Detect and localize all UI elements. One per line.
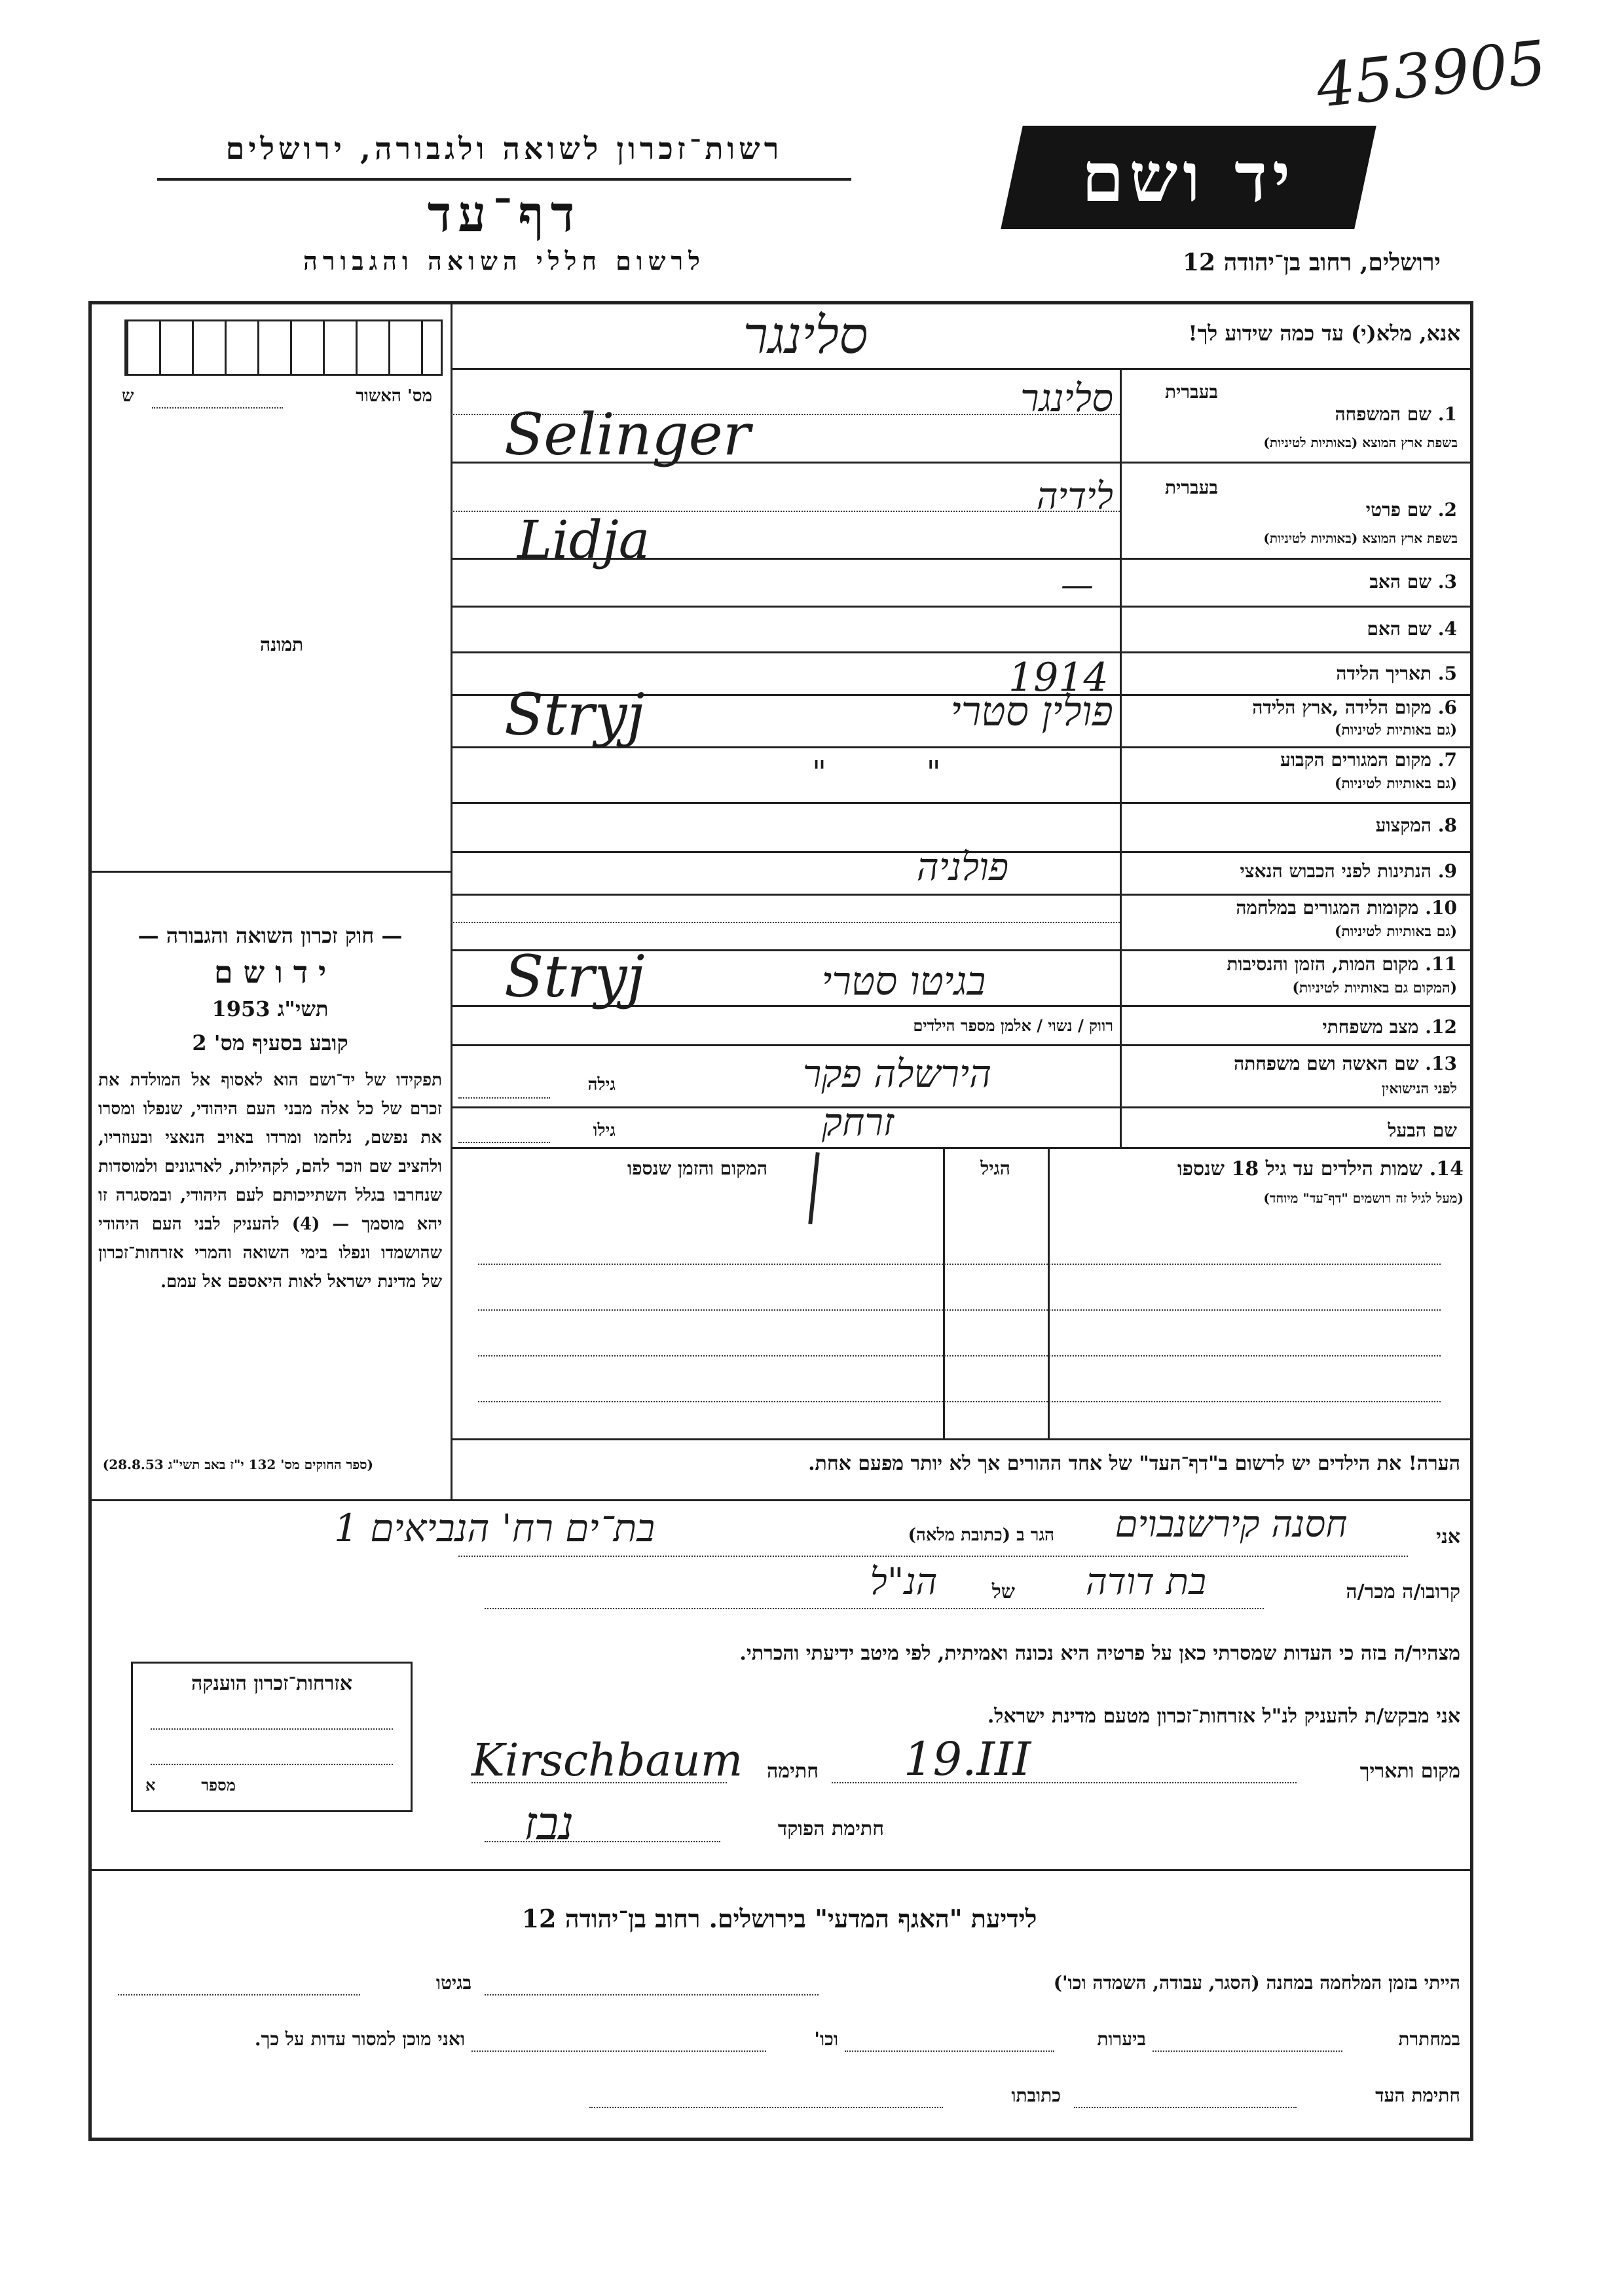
children-row-3	[478, 1355, 1441, 1357]
marital-options: רווק / נשוי / אלמן מספר הילדים	[913, 1016, 1113, 1035]
field-label-residence: 7. מקום המגורים הקבוע	[1280, 749, 1457, 771]
children-row-2	[478, 1309, 1441, 1311]
field-label-father: 3. שם האב	[1369, 571, 1457, 592]
law-title: — חוק זכרון השואה והגבורה —	[138, 923, 403, 948]
signature-line	[471, 1782, 727, 1783]
wife-age-line	[458, 1097, 550, 1099]
label-column-divider	[1120, 368, 1122, 1147]
children-header-name: 14. שמות הילדים עד גיל 18 שנספו	[1177, 1157, 1464, 1180]
field-sub-death: (המקום גם באותיות לטיניות)	[1292, 979, 1457, 996]
declaration-statement-2: אני מבקש/ת להעניק לנ"ל אזרחות־זכרון מטעם מדינת ישראל.	[987, 1705, 1460, 1728]
footer-underground-label: במחתרת	[1398, 2028, 1460, 2050]
hebrew-label-2: בעברית	[1164, 477, 1218, 498]
field-label-birthplace: 6. מקום הלידה ,ארץ הלידה	[1252, 697, 1457, 718]
row-line-14	[451, 1147, 1473, 1149]
footer-address-line	[589, 2107, 943, 2108]
note-text: הערה! את הילדים יש לרשום ב"דף־העד" של אחד ההורים אך לא יותר מפעם אחת.	[808, 1452, 1460, 1475]
footer-forests-line	[845, 2050, 1054, 2052]
footer-testimony-label: ואני מוכן למסור עדות על כך.	[254, 2028, 465, 2050]
footer-underground-line	[1153, 2050, 1342, 2052]
of-value: הנ"ל	[870, 1561, 938, 1603]
officer-label: חתימת הפוקד	[777, 1817, 884, 1840]
law-name: י ד ו ש ם	[213, 955, 327, 990]
death-place-value: בגיטו סטרי	[821, 958, 986, 1004]
signature-label: חתימה	[767, 1760, 819, 1783]
first-name-hebrew: לידיה	[1036, 475, 1113, 518]
approval-label: מס' האשור	[356, 386, 432, 406]
field-label-wife: 13. שם האשה ושם משפחתה	[1234, 1053, 1457, 1074]
left-column-divider	[451, 301, 452, 1499]
place-date-line	[832, 1782, 1297, 1783]
citizenship-number: מספר	[201, 1776, 236, 1795]
declaration-relative: קרובו/ה מכר/ה	[1346, 1580, 1460, 1603]
organization-line: רשות־זכרון לשואה ולגבורה, ירושלים	[225, 131, 783, 166]
family-name-latin: Selinger	[504, 401, 750, 468]
law-source: (ספר החוקים מס' 132 י"ז באב תשי"ג 28.8.53)	[102, 1457, 373, 1472]
declaration-line-1	[458, 1556, 1408, 1557]
organization-address: ירושלים, רחוב בן־יהודה 12	[1182, 249, 1441, 276]
field-label-family-name: 1. שם המשפחה	[1335, 403, 1457, 425]
declaration-ani: אני	[1436, 1525, 1460, 1548]
field-label-birth-date: 5. תאריך הלידה	[1336, 663, 1457, 684]
husband-value: זרחק	[821, 1100, 895, 1144]
children-header-age: הגיל	[980, 1157, 1010, 1179]
footer-camp-label: הייתי בזמן המלחמה במחנה (הסגר, עבודה, השמדה וכו')	[1053, 1972, 1460, 1994]
row10-mid-line	[451, 922, 1120, 923]
citizenship-title: אזרחות־זכרון הוענקה	[191, 1672, 353, 1695]
citizenship-suffix: א	[145, 1776, 156, 1795]
date-value: 19.III	[904, 1732, 1031, 1786]
footer-forests-label: ביערות	[1097, 2028, 1146, 2050]
officer-signature: נבז	[524, 1796, 574, 1850]
intro-row-bottom	[451, 368, 1473, 370]
footer-witness-signature-line	[1074, 2107, 1297, 2108]
children-header-name-sub: (מעל לגיל זה רושמים "דף־עד" מיוחד)	[1263, 1190, 1464, 1206]
row-line-12	[451, 1044, 1473, 1046]
field-label-mother: 4. שם האם	[1367, 618, 1457, 640]
father-value: —	[1061, 566, 1094, 604]
row-line-3	[451, 606, 1473, 608]
citizenship-line-2	[151, 1764, 393, 1765]
place-date-label: מקום ותאריך	[1359, 1760, 1460, 1783]
citizenship-line-1	[151, 1728, 393, 1730]
family-name-hebrew-top: סלינגר	[743, 306, 868, 365]
form-title: דף־עד	[427, 185, 581, 243]
logo-text: יד ושם	[1081, 137, 1296, 217]
footer-ghetto-label: בגיטו	[435, 1972, 471, 1994]
row-line-9	[451, 894, 1473, 896]
document-number: 453905	[1313, 27, 1549, 122]
officer-line	[485, 1841, 720, 1842]
form-subtitle: לרשום חללי השואה והגבורה	[303, 246, 705, 276]
declarant-name: חסנה קירשנבוים	[1115, 1503, 1348, 1546]
birthplace-latin: Stryj	[504, 681, 645, 748]
wife-value: הירשלה פקר	[802, 1051, 992, 1096]
declaration-top-line	[88, 1499, 1473, 1501]
wife-age-label: גילה	[587, 1075, 616, 1095]
field-sub-birthplace: (גם באותיות לטיניות)	[1334, 721, 1457, 738]
row-line-7	[451, 802, 1473, 804]
footer-address-label: כתובתו	[1011, 2085, 1061, 2106]
first-name-latin: Lidja	[517, 509, 650, 570]
declaration-of: של	[991, 1580, 1015, 1603]
children-table-bottom	[451, 1438, 1473, 1440]
residence-value: " "	[812, 754, 941, 791]
family-name-hebrew: סלינגר	[1020, 376, 1113, 420]
relation-value: בת דודה	[1086, 1561, 1206, 1603]
declaration-statement-1: מצהיר/ה בזה כי העדות שמסרתי כאן על פרטיה היא נכונה ואמיתית, לפי מיטב ידיעתי והכרתי.	[739, 1642, 1460, 1665]
row-line-4	[451, 651, 1473, 653]
field-sub-first-name: בשפת ארץ המוצא (באותיות לטיניות)	[1263, 530, 1458, 546]
field-label-marital: 12. מצב משפחתי	[1322, 1016, 1457, 1038]
field-label-profession: 8. המקצוע	[1375, 814, 1457, 836]
signature-value: Kirschbaum	[471, 1735, 743, 1787]
approval-line	[152, 407, 283, 409]
footer-top-line	[88, 1869, 1473, 1871]
children-row-1	[478, 1264, 1441, 1265]
children-header-place: המקום והזמן שנספו	[627, 1157, 767, 1179]
declarant-address: בת־ים רח' הנביאים 1	[333, 1506, 655, 1550]
birth-date-value: 1914	[1008, 655, 1109, 701]
approval-suffix: ש	[122, 386, 134, 406]
declaration-resides: הגר ב (כתובת מלאה)	[908, 1525, 1054, 1545]
hebrew-label-1: בעברית	[1164, 381, 1218, 403]
footer-etc-line	[471, 2050, 766, 2052]
footer-etc-label: וכו'	[814, 2028, 838, 2050]
children-col-2	[1048, 1147, 1050, 1438]
org-underline	[157, 178, 851, 181]
photo-label: תמונה	[259, 634, 304, 655]
children-row-4	[478, 1401, 1441, 1402]
footer-ghetto-line	[118, 1994, 360, 1995]
husband-age-label: גילו	[593, 1121, 616, 1140]
nationality-value: פולניה	[916, 845, 1009, 889]
law-year: תשי"ג 1953	[212, 996, 329, 1021]
footer-title: לידיעת "האגף המדעי" בירושלים. רחוב בן־יהודה 12	[521, 1904, 1037, 1933]
field-label-nationality: 9. הנתינות לפני הכבוש הנאצי	[1240, 860, 1457, 882]
law-clause: קובע בסעיף מס' 2	[192, 1030, 348, 1055]
field-sub-wife: לפני הנישואין	[1381, 1080, 1457, 1097]
photo-area-bottom	[88, 871, 451, 873]
footer-camp-line	[485, 1994, 819, 1995]
children-col-1	[943, 1147, 945, 1438]
field-sub-residence: (גם באותיות לטיניות)	[1334, 775, 1457, 792]
field-label-husband: שם הבעל	[1388, 1120, 1457, 1141]
footer-witness-signature-label: חתימת העד	[1375, 2085, 1460, 2106]
yad-vashem-logo	[1001, 126, 1376, 229]
field-label-death: 11. מקום המות, הזמן והנסיבות	[1227, 953, 1457, 975]
law-text: תפקידו של יד־ושם הוא לאסוף אל המולדת את זכרם של כל אלה מבני העם היהודי, שנפלו ומסרו את נפשם, נלחמו ומרדו באויב הנאצי ובעוזריו, ולהציב שם וזכר להם, לקהילות, לארגונים ולמוסדות שנחרבו בגלל השתייכותם לעם היהודי, ובמסגרה זו יהא מוסמך — (4) להעניק לבני העם היהודי שהושמדו ונפלו בימי השואה והמרי אזרחות־זכרון של מדינת ישראל לאות היאספם אל עמם.	[98, 1070, 442, 1292]
field-label-wartime: 10. מקומות המגורים במלחמה	[1236, 897, 1457, 919]
row-line-13	[451, 1106, 1473, 1108]
field-label-first-name: 2. שם פרטי	[1365, 499, 1457, 520]
field-sub-wartime: (גם באותיות לטיניות)	[1334, 923, 1457, 940]
approval-number-boxes	[124, 319, 443, 376]
declaration-line-2	[485, 1608, 1264, 1609]
intro-text: אנא, מלא(י) עד כמה שידוע לך!	[1188, 321, 1460, 346]
birthplace-value: פולין סטרי	[950, 687, 1113, 735]
husband-age-line	[458, 1142, 550, 1143]
field-sub-family-name: בשפת ארץ המוצא (באותיות לטיניות)	[1263, 435, 1458, 450]
death-place-latin: Stryj	[504, 943, 645, 1010]
